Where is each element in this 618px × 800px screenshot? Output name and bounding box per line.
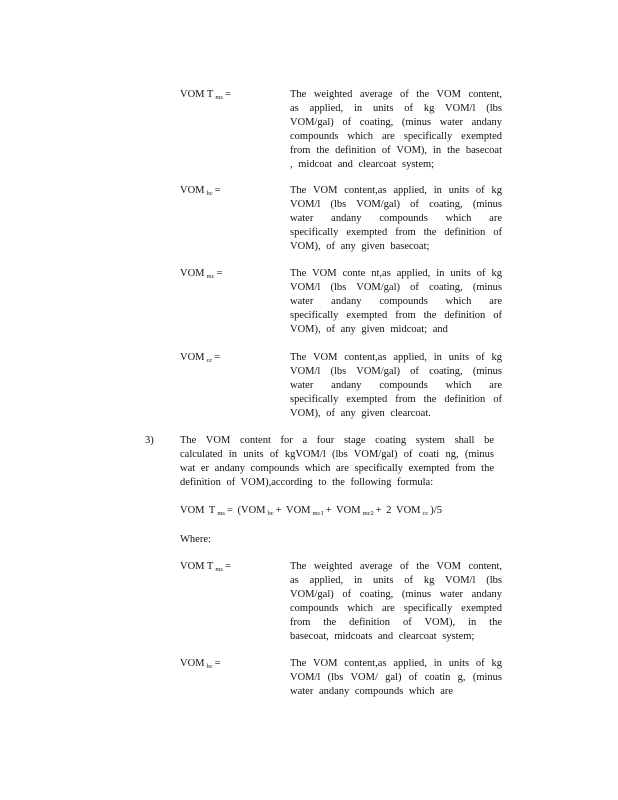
definition-text: The VOM content,as applied, in units of kg VOM/l (lbs VOM/gal) of coating, (minus water andany compounds which are specifically exempted from the definition of VOM), of any given basecoat; [290, 185, 502, 252]
definition-term: VOM cc = [180, 352, 221, 364]
definition-text: The VOM conte nt,as applied, in units of kg VOM/l (lbs VOM/gal) of coating, (minus water andany compounds which are specifically exempted from the definition of VOM), of any given midcoat; and [290, 268, 502, 335]
definition-text: The weighted average of the VOM content, as applied, in units of kg VOM/l (lbs VOM/gal) of coating, (minus water andany compounds which are specifically exempted from the definition of VOM), in the basecoat, midcoats and clearcoat system; [290, 561, 502, 642]
definition-text: The VOM content,as applied, in units of kg VOM/l (lbs VOM/ gal) of coatin g, (minus water andany compounds which are [290, 658, 502, 697]
item-number: 3) [145, 435, 154, 446]
definition-term: VOM bc = [180, 658, 221, 670]
formula: VOM T ms = (VOM bc + VOM mc1 + VOM mc2 + 2 VOM cc )/5 [180, 505, 442, 517]
item-paragraph: The VOM content for a four stage coating system shall be calculated in units of kgVOM/l (lbs VOM/gal) of coati ng, (minus wat er andany compounds which are specifically exempted from the definition of VOM),according to the following formula: [180, 435, 494, 488]
definition-term: VOM T ms = [180, 89, 231, 101]
definition-term: VOM mc = [180, 268, 223, 280]
definition-text: The weighted average of the VOM content, as applied, in units of kg VOM/l (lbs VOM/gal) of coating, (minus water andany compounds which are specifically exempted from the definition of VOM), in the basecoat , midcoat and clearcoat system; [290, 89, 502, 170]
definition-term: VOM bc = [180, 185, 221, 197]
where-label: Where: [180, 534, 211, 545]
definition-text: The VOM content,as applied, in units of kg VOM/l (lbs VOM/gal) of coating, (minus water andany compounds which are specifically exempted from the definition of VOM), of any given clearcoat. [290, 352, 502, 419]
definition-term: VOM T ms = [180, 561, 231, 573]
